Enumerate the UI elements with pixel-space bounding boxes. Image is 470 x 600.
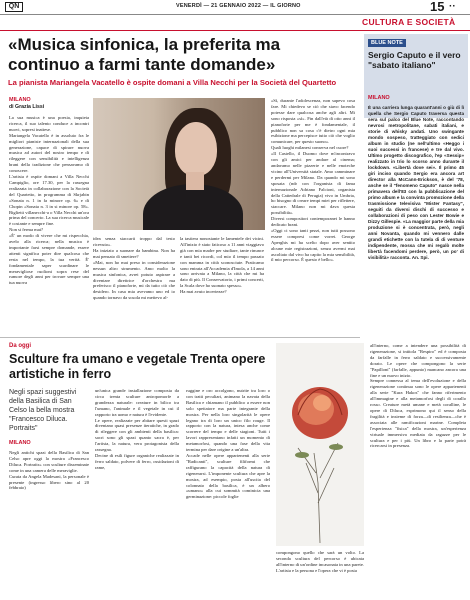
article1-col3: la tastiera nonostante le lamentele dei vicini. All'inizio è stato faticoso a 11 anni viaggiavo già con mia madre per studiare, tante rinunce e tanti bei ricordi, col mio il tempo passato con mamma in città sconosciute. Praticamo sono entrata all'Accademia d'Imola, a 14 anni sono arrivata a Milano, la città che mi ha dato di più. Il Conservatorio, i primi concerti, la Scala dove ho suonato spesso». Ha mai avuto incertezze? bbox=[180, 236, 264, 295]
sidebar-signature: An. Spi. bbox=[411, 255, 429, 260]
article1-dateline: MILANO bbox=[9, 97, 31, 103]
sidebar-tag: BLUE NOTE bbox=[368, 39, 406, 47]
page-number: 15 bbox=[430, 0, 445, 14]
article2-col5: all'interno, come a intendere una possibilità di rigenerazione, si intitola "Respiro" ed è composta da farfalle in ferro saldato e successivamente dorato. Le opere che compongono la serie "Papilloni" (farfalle, appunto) mancano ancora una fine e un nuovo inizio. Sempre connessa al tema dell'evoluzione e della rigenerazione continua sono le opere appartenenti alla serie "Kura Hakos" che fanno riferimento all'immagine e alla metamorfosi degli di corallo rosso. Creature metà umane e metà coralline, le opere di Diluca, esprimono qui il senso della fragilità e insieme di forza—di resilienza—che è associata alle ramificazioni marine. Completa l'esperienza "fisica" della mostra, un'esperienza virtuale immersiva mediata da ragazze per le scultura e per i più. Un libro e la parte potrà ricercarsi in presenza. bbox=[370, 343, 466, 449]
sidebar-body bbox=[368, 105, 464, 330]
sculpture-photo bbox=[276, 343, 364, 546]
section-rule bbox=[0, 30, 470, 31]
photo-face bbox=[175, 122, 217, 176]
page-number-marker: ·· bbox=[449, 1, 456, 12]
pianist-photo bbox=[93, 98, 265, 230]
article1-col4: «Sì, durante l'adolescenza, non sapevo cosa fare. Mi chiedevo se ciò che stavo facendo potesse dare qualcosa anche agli altri. Mi sono risposta «sì». Fin dall'età di otto anni il pianoforte per me è fondamentale, il pubblico non sa cosa c'è dietro ogni mia esibizione ma percepisce tutto ciò che voglio comunicare, per questo suono». Quali luoghi milanesi conserva nel cuore? «Il Castello, il Duomo dove m'incontravo con gli amici per andare al cinema; andavamo nelle pizzerie e nelle enoteche vicino all'Università statale. Amo camminare e perdermi per Milano. Da quando mi sono sposata (ndr con l'organista di fama internazionale Adriano Falcioni, organista della Cattedrale di Perugia) vivo in Umbria, ho bisogno di creare tempi miei per riflettere, staccare. Milano non mi dava questa possibilità». Diversi compositori contemporanei le hanno dedicato brani. «Oggi ci sono tanti pezzi, non tutti possono essere compresi come vorrei. George Aperghis mi ha scelto dopo aver sentito alcune mie registrazioni, senza avermi mai ascoltato dal vivo ha capito la mia sensibilità, il mio percorso. È questo è bello». bbox=[271, 98, 355, 263]
article1-headline: «Musica sinfonica, la preferita ma continuo a farmi tante domande» bbox=[8, 35, 281, 74]
article1-col1: La sua musica è una poesia, inquieta ricerca, il suo talento conduce a incontri nuovi, sopresi inattese. Mariangela Vacatello è in assoluto fra le migliori pianiste internazionali della sua generazione, capace di spirare nuova musica ad autori del nostro tempo e di rileggere con sensibilità e intelligenza brani della tradizione che pensavamo di conoscere. L'artista è ospite domani a Villa Necchi Campiglio, ore 17.30, per la rassegna realizzata in collaborazione con la Società del Quartetto, in programma di Skrjabin «Sonata n. 1 in fa minore op. 6» e di Chopin «Sonata n. 3 in si minore op. 58». Biglietti villanecchi-a o Villa Necchi un'ora prima del concerto. La sua ricerca musicale è costante e sempre fine. Non si ferma mai? «È' un modo di vivere che mi rispecchia, avelo alla ricerca; nella musica è importante farsi sempre domande, essere attenti significa poter dire qualcosa che resta nel tempo, la tua verità. È' fondamentale saper scardinare le meravigliose ruolioni sopra rese del rumore degli anni per trovare sempre una tua nuova bbox=[9, 115, 89, 286]
article2-col3: ruggine e oro accolgono, nutrite tra loro o con tratti peculiari, animano la navata della Basilica e chiamano il pubblico a essere non solo spettatore ma parte integrante della mostra. Per nella loro singolarità le opere legano tra di loro un unico filo rouge. Il rapporto con la natura, intesa anche come scorrere del tempo e delle stagioni. Tutti i lavori rappresentano infatti un momento di metamorfosi, quando una fase della vita termina per dare origine a un'altra. Accade nelle opere appartenenti alla serie "Radicanti", sculture filiformi che raffigurano la capacità della natura di rigenerarsi. L'imponente scultura che apre la mostra, ad esempio, posta all'uscita del colonnato della basilica, è un albero «umano» alla cui sommità cominicia una germinazione: piccole foglie bbox=[186, 388, 270, 500]
logo-text: QN bbox=[8, 3, 20, 10]
sidebar-title: Sergio Caputo e il vero "sabato italiano" bbox=[368, 50, 461, 70]
dateline: VENERDÌ — 21 GENNAIO 2022 — IL GIORNO bbox=[176, 3, 301, 9]
sidebar-body-text: È una carriera lunga quarant'anni o giù di lì quella che Sergio Caputo traversa questa sera sul palco del Blue Note, raccontando nevrosi metropolitane, sabati italiani, e storie di whisky andati. Uno swingante mondo sospeso, tratteggiato con sedici album in studio (ne nell'ultimo «Heggo i suoi successi in francese) e tre dal vivo. Ultimo progetto discografico, l'ep «Sessip» realizzato in trio lo scorso anno durante il lockdown. «Libertà dove sei». Il primo 45 giri inciso quando Sergio era ancora art director alla McCann-Erickson, è del '78, anche se il "fenomeno Caputo" nasce nella primavera dell'83 con la pubblicazione del primo album e la convinta promozione della trasmissione televisiva "Mister Fantasy", seguiti da diversi dischi di successo e collaborazioni di peso con Lester Bowie e Dizzy Gillespie. «La maggior parte della mia produzione si è concentrata, però, negli anni Novanta, quando mi vennero dalle grandi etichette con la tutela di di venture indipendente, mossa che mi regalò molte libertà facendomi perdere, però, un po' di visibilità» racconta. bbox=[368, 105, 464, 260]
article2-col1: Negli antichi spazi della Basilica di San Celso apre oggi la mostra «Francesco Diluca. Portraits» con sculture disseminate come in una camera delle meraviglie. Curata da Angela Madesani, la personale è presente (ingresso libero sino al 20 febbraio) bbox=[9, 450, 89, 491]
article2-dateline: MILANO bbox=[9, 440, 31, 446]
sidebar-dateline: MILANO bbox=[368, 95, 390, 101]
header-rule bbox=[0, 14, 470, 15]
article2-deck: Negli spazi suggestivi della Basilica di San Celso la bella mostra "Francesco Diluca. Portraits" bbox=[9, 389, 77, 432]
article1-col2-top: idea senza staccarti troppo dal testo ricevuto». bbox=[93, 236, 175, 247]
article-divider bbox=[0, 337, 360, 338]
logo bbox=[5, 2, 23, 12]
photo-neck bbox=[186, 172, 204, 190]
article1-deck: La pianista Mariangela Vacatello è ospite domani a Villa Necchi per la Società del Quartetto bbox=[8, 78, 337, 87]
article1-col2: Ha iniziato a suonare da bambina. Non ha mai pensato di smettere? «Mai, non ho mai preso in considerazione nessun altro strumento. Amo molto la musica sinfonica, avrei potuto aspirare a diventare direttrice d'orchestra ma preferisco il pianoforte, mi da tutto ciò che desidero. In casa mia avevamo uno ed io quando tornavo da scuola mi mettevo al- bbox=[93, 248, 175, 301]
article2-col4: compongono quello che sarà un volto. La seconda scultura del percorso è ubicata all'interno di un'ordine incasonata in una parete. L'artista e la persona e l'opera che vi è posta bbox=[276, 550, 364, 573]
rose-icon bbox=[276, 343, 364, 546]
article2-kicker: Da oggi bbox=[9, 343, 31, 349]
header-bar bbox=[0, 0, 470, 14]
article2-col2: un'unica grande installazione composta da circa trenta sculture antropomorfe a grandezza naturale: creature in bilico tra l'umano, l'animale e il vegetale in cui il rapporto tra uomo e natura è l'evidente. Le opere, realizzate per abitare questi spazi diventano quasi presenze iteratiche, in grado di rileggere con gli ambienti della basilica: sacri sono gli spazi quanto sacra è, per l'artista, la natura, vera protagonista della rassegna. Decine di esili figure organiche realizzate in ferro saldato, polvere di ferro, ossidazioni di rame, bbox=[95, 388, 179, 470]
article2-headline: Sculture fra umano e vegetale Trenta opere artistiche in ferro bbox=[9, 352, 266, 381]
article1-byline: di Grazia Lissi bbox=[9, 104, 45, 110]
section-label: CULTURA E SOCIETÀ bbox=[362, 17, 456, 27]
